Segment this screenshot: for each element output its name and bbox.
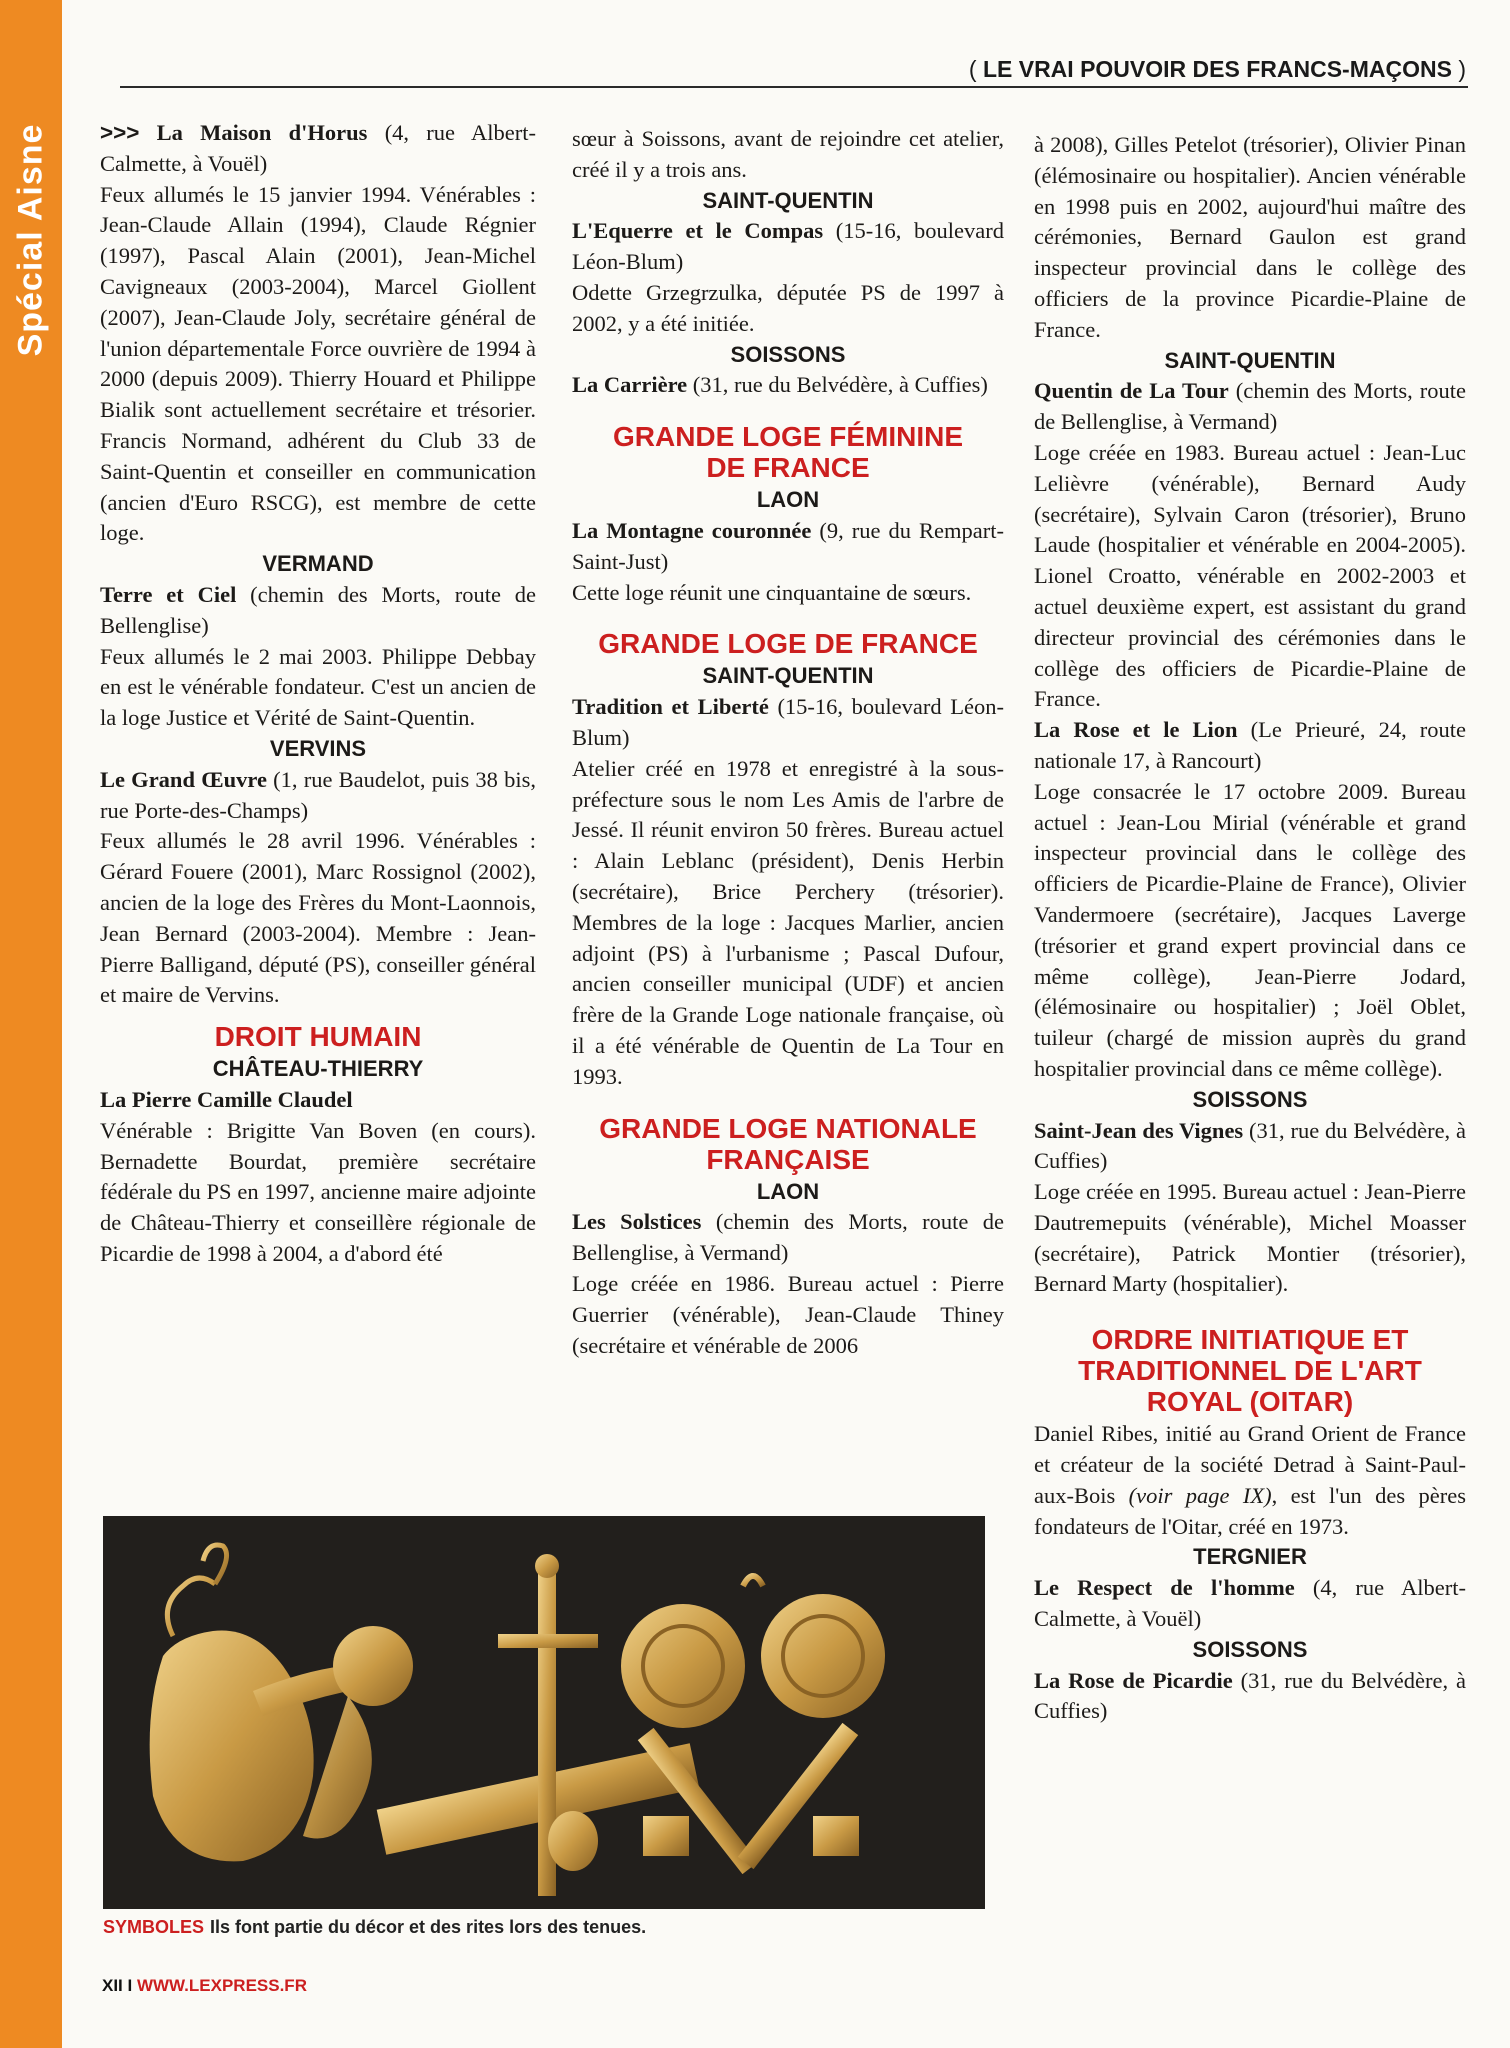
entry-text: Odette Grzegrzulka, députée PS de 1997 à 2002, y a été initiée. <box>572 279 1004 336</box>
symbols-illustration <box>103 1516 985 1909</box>
city-heading: VERVINS <box>269 735 367 761</box>
entry-quentin-la-tour: Quentin de La Tour (chemin des Morts, route de Bellenglise, à Vermand) <box>1034 378 1466 435</box>
city-heading: TERGNIER <box>1193 1544 1307 1570</box>
entry-text: Feux allumés le 2 mai 2003. Philippe Debbay en est le vénérable fondateur. C'est un ancien de la loge Justice et Vérité de Saint-Quentin. <box>100 643 536 731</box>
entry-solstices: Les Solstices (chemin des Morts, route de Bellenglise, à Vermand) <box>572 1209 1004 1266</box>
entry-saint-jean-vignes: Saint-Jean des Vignes (31, rue du Belvédère, à Cuffies) <box>1034 1117 1466 1174</box>
entry-text: Vénérable : Brigitte Van Boven (en cours). Bernadette Bourdat, première secrétaire fédérale du PS en 1997, ancienne maire adjointe de Château-Thierry et conseillère régionale de Picardie de 1998 à 2004, a d'abord été <box>100 1117 536 1266</box>
entry-rose-picardie: La Rose de Picardie (31, rue du Belvédère, à Cuffies) <box>1034 1667 1466 1724</box>
photo-caption: SYMBOLES Ils font partie du décor et des rites lors des tenues. <box>103 1917 647 1937</box>
city-heading: SAINT-QUENTIN <box>702 187 874 213</box>
org-heading: GRANDE LOGE NATIONALE FRANÇAISE <box>599 1112 977 1175</box>
entry-tradition-liberte: Tradition et Liberté (15-16, boulevard Léon-Blum) <box>572 694 1004 750</box>
entry-rose-lion: La Rose et le Lion (Le Prieuré, 24, route nationale 17, à Rancourt) <box>1034 717 1466 773</box>
column-2 <box>572 124 1004 1361</box>
city-heading: SOISSONS <box>1192 1086 1308 1112</box>
org-heading: GRANDE LOGE DE FRANCE <box>598 628 978 660</box>
page-footer <box>102 1976 307 1996</box>
entry-text: Daniel Ribes, initié au Grand Orient de France et créateur de la société Detrad à Saint-Paul-aux-Bois (voir page IX), est l'un des pères fondateurs de l'Oitar, créé en 1973. <box>1034 1421 1467 1539</box>
org-heading: DROIT HUMAIN <box>214 1021 422 1053</box>
page-number: XII I <box>102 1976 133 1995</box>
entry-pierre-camille-claudel: La Pierre Camille Claudel <box>100 1086 353 1112</box>
entry-montagne-couronnee: La Montagne couronnée (9, rue du Rempart-Saint-Just) <box>572 517 1004 574</box>
entry-text: Loge créée en 1986. Bureau actuel : Pierre Guerrier (vénérable), Jean-Claude Thiney (secrétaire et vénérable de 2006 <box>572 1270 1004 1358</box>
header-rule <box>120 86 1468 88</box>
entry-equerre-compas: L'Equerre et le Compas (15-16, boulevard Léon-Blum) <box>572 218 1005 275</box>
entry-text: Loge créée en 1995. Bureau actuel : Jean-Pierre Dautremepuits (vénérable), Michel Moasser (secrétaire), Patrick Montier (trésorier), Bernard Marty (hospitalier). <box>1034 1179 1466 1297</box>
entry-maison-horus: >>> La Maison d'Horus (4, rue Albert-Calmette, à Vouël) <box>100 120 537 176</box>
entry-respect-homme: Le Respect de l'homme (4, rue Albert-Calmette, à Vouël) <box>1034 1575 1466 1632</box>
city-heading: VERMAND <box>262 551 374 577</box>
entry-text: Loge créée en 1983. Bureau actuel : Jean-Luc Lelièvre (vénérable), Bernard Audy (secrétaire), Sylvain Caron (trésorier), Bruno Laude (hospitalier et vénérable en 2004-2005). Lionel Croatto, vénérable en 2002-2003 et actuel deuxième expert, est assistant du grand directeur provincial des cérémonies dans le collège des officiers de Picardie-Plaine de France. <box>1034 439 1466 712</box>
column-3 <box>1034 130 1466 1727</box>
city-heading: SOISSONS <box>1192 1636 1308 1662</box>
city-heading: LAON <box>756 487 820 513</box>
footer-url[interactable]: WWW.LEXPRESS.FR <box>136 1976 307 1995</box>
entry-terre-ciel: Terre et Ciel (chemin des Morts, route de Bellenglise) <box>100 581 536 638</box>
running-header: ( LE VRAI POUVOIR DES FRANCS-MAÇONS ) <box>959 56 1466 83</box>
entry-grand-oeuvre: Le Grand Œuvre (1, rue Baudelot, puis 38 bis, rue Porte-des-Champs) <box>100 766 536 823</box>
entry-text: Feux allumés le 15 janvier 1994. Vénérables : Jean-Claude Allain (1994), Claude Régnier (1997), Pascal Alain (2001), Jean-Michel Cavigneaux (2003-2004), Marcel Giollent (2007), Jean-Claude Joly, secrétaire général de l'union départementale Force ouvrière de 1994 à 2000 (depuis 2009). Thierry Houard et Philippe Bialik sont actuellement secrétaire et trésorier. Francis Normand, adhérent du Club 33 de Saint-Quentin et conseiller en communication (ancien d'Euro RSCG), est membre de cette loge. <box>100 181 536 546</box>
sidebar-label: Spécial Aisne <box>11 123 50 357</box>
entry-text: Cette loge réunit une cinquantaine de sœurs. <box>572 579 972 605</box>
entry-text: à 2008), Gilles Petelot (trésorier), Olivier Pinan (élémosinaire ou hospitalier). Ancien vénérable en 1998 puis en 2002, aujourd'hui maître des cérémonies, Bernard Gaulon est grand inspecteur provincial dans le collège des officiers de la province Picardie-Plaine de France. <box>1034 132 1466 342</box>
city-heading: SOISSONS <box>730 341 846 367</box>
org-heading: ORDRE INITIATIQUE ET TRADITIONNEL DE L'ART ROYAL (OITAR) <box>1078 1324 1422 1418</box>
column-1 <box>100 118 536 1270</box>
city-heading: SAINT-QUENTIN <box>702 663 874 689</box>
city-heading: CHÂTEAU-THIERRY <box>212 1056 424 1082</box>
entry-text: Atelier créé en 1978 et enregistré à la sous-préfecture sous le nom Les Amis de l'arbre de Jessé. Il réunit environ 50 frères. Bureau actuel : Alain Leblanc (président), Denis Herbin (secrétaire), Brice Perchery (trésorier). Membres de la loge : Jacques Marlier, ancien adjoint (PS) à l'urbanisme ; Pascal Dufour, ancien conseiller municipal (UDF) et ancien frère de la Grande Loge nationale française, où il a été vénérable de Quentin de La Tour en 1993. <box>572 755 1004 1089</box>
entry-carriere: La Carrière (31, rue du Belvédère, à Cuffies) <box>572 372 988 398</box>
city-heading: SAINT-QUENTIN <box>1164 347 1336 373</box>
entry-text: Feux allumés le 28 avril 1996. Vénérables : Gérard Fouere (2001), Marc Rossignol (2002), ancien de la loge des Frères du Mont-Laonnois, Jean Bernard (2003-2004). Membre : Jean-Pierre Balligand, député (PS), conseiller général et maire de Vervins. <box>100 828 536 1008</box>
symbols-photo <box>103 1516 985 1909</box>
entry-text: sœur à Soissons, avant de rejoindre cet atelier, créé il y a trois ans. <box>572 126 1004 182</box>
city-heading: LAON <box>756 1178 820 1204</box>
entry-text: Loge consacrée le 17 octobre 2009. Bureau actuel : Jean-Lou Mirial (vénérable et grand inspecteur provincial dans le collège des officiers de Picardie-Plaine de France), Olivier Vandermoere (secrétaire), Jacques Laverge (trésorier et grand expert provincial dans ce même collège), Jean-Pierre Jodard, (élémosinaire ou hospitalier) ; Joël Oblet, tuileur (chargé de mission auprès du grand hospitalier provincial dans ce même collège). <box>1034 778 1466 1081</box>
org-heading: GRANDE LOGE FÉMININE DE FRANCE <box>612 421 963 484</box>
